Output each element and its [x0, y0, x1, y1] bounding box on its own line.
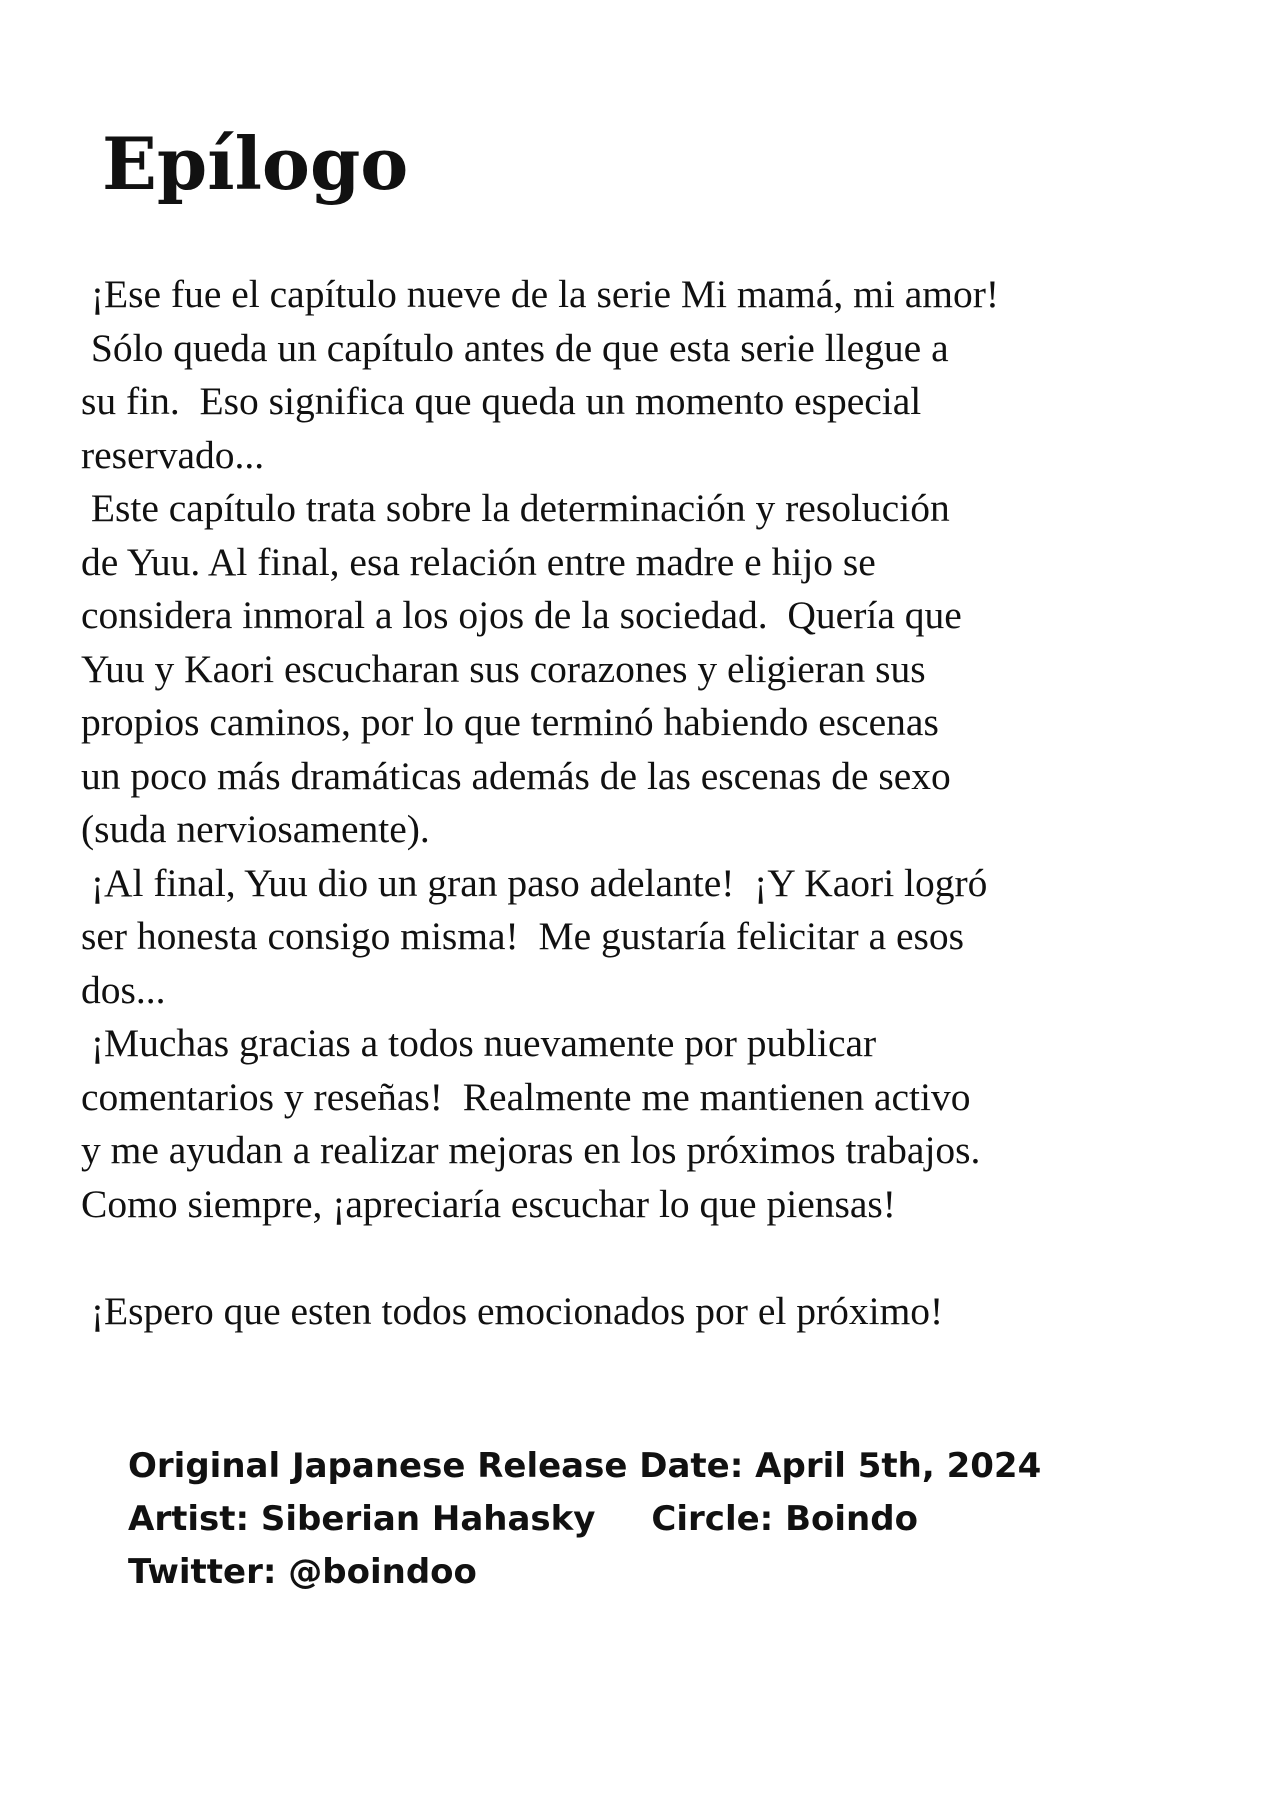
body-line: ¡Al final, Yuu dio un gran paso adelante! ¡Y Kaori logró [81, 860, 988, 905]
body-line: ¡Muchas gracias a todos nuevamente por publicar [81, 1021, 877, 1065]
body-line: ¡Ese fue el capítulo nueve de la serie Mi mamá, mi amor! [81, 272, 1000, 316]
body-line: (suda nerviosamente). [81, 807, 430, 851]
body-line: Como siempre, ¡apreciaría escuchar lo que piensas! [81, 1181, 896, 1226]
body-line: propios caminos, por lo que terminó habiendo escenas [81, 700, 939, 744]
release-date: Original Japanese Release Date: April 5th, 2024 [128, 1446, 1042, 1486]
twitter-handle: Twitter: @boindoo [128, 1552, 477, 1592]
body-line: ¡Espero que esten todos emocionados por el próximo! [81, 1288, 944, 1333]
body-line: un poco más dramáticas además de las escenas de sexo [81, 753, 951, 798]
body-line: ser honesta consigo misma! Me gustaría felicitar a esos [81, 914, 965, 958]
body-line: comentarios y reseñas! Realmente me mantienen activo [81, 1074, 971, 1119]
body-line: Sólo queda un capítulo antes de que esta serie llegue a [81, 325, 949, 370]
circle-credit: Circle: Boindo [651, 1499, 918, 1539]
body-line: reservado... [81, 432, 265, 477]
body-blank-line [81, 1231, 1231, 1285]
body-line: Este capítulo trata sobre la determinación y resolución [81, 486, 950, 530]
artist-credit: Artist: Siberian Hahasky [128, 1499, 596, 1539]
page-title: Epílogo [102, 121, 409, 206]
body-line: considera inmoral a los ojos de la sociedad. Quería que [81, 593, 962, 637]
artist-circle-line [128, 1493, 1041, 1546]
body-line: su fin. Eso significa que queda un momento especial [81, 379, 922, 423]
body-line: de Yuu. Al final, esa relación entre madre e hijo se [81, 539, 876, 584]
body-line: Yuu y Kaori escucharan sus corazones y eligieran sus [81, 646, 926, 691]
body-line: y me ayudan a realizar mejoras en los próximos trabajos. [81, 1128, 981, 1172]
body-line: dos... [81, 967, 166, 1012]
epilogue-body [81, 268, 1231, 1338]
credits-block [128, 1440, 1041, 1599]
